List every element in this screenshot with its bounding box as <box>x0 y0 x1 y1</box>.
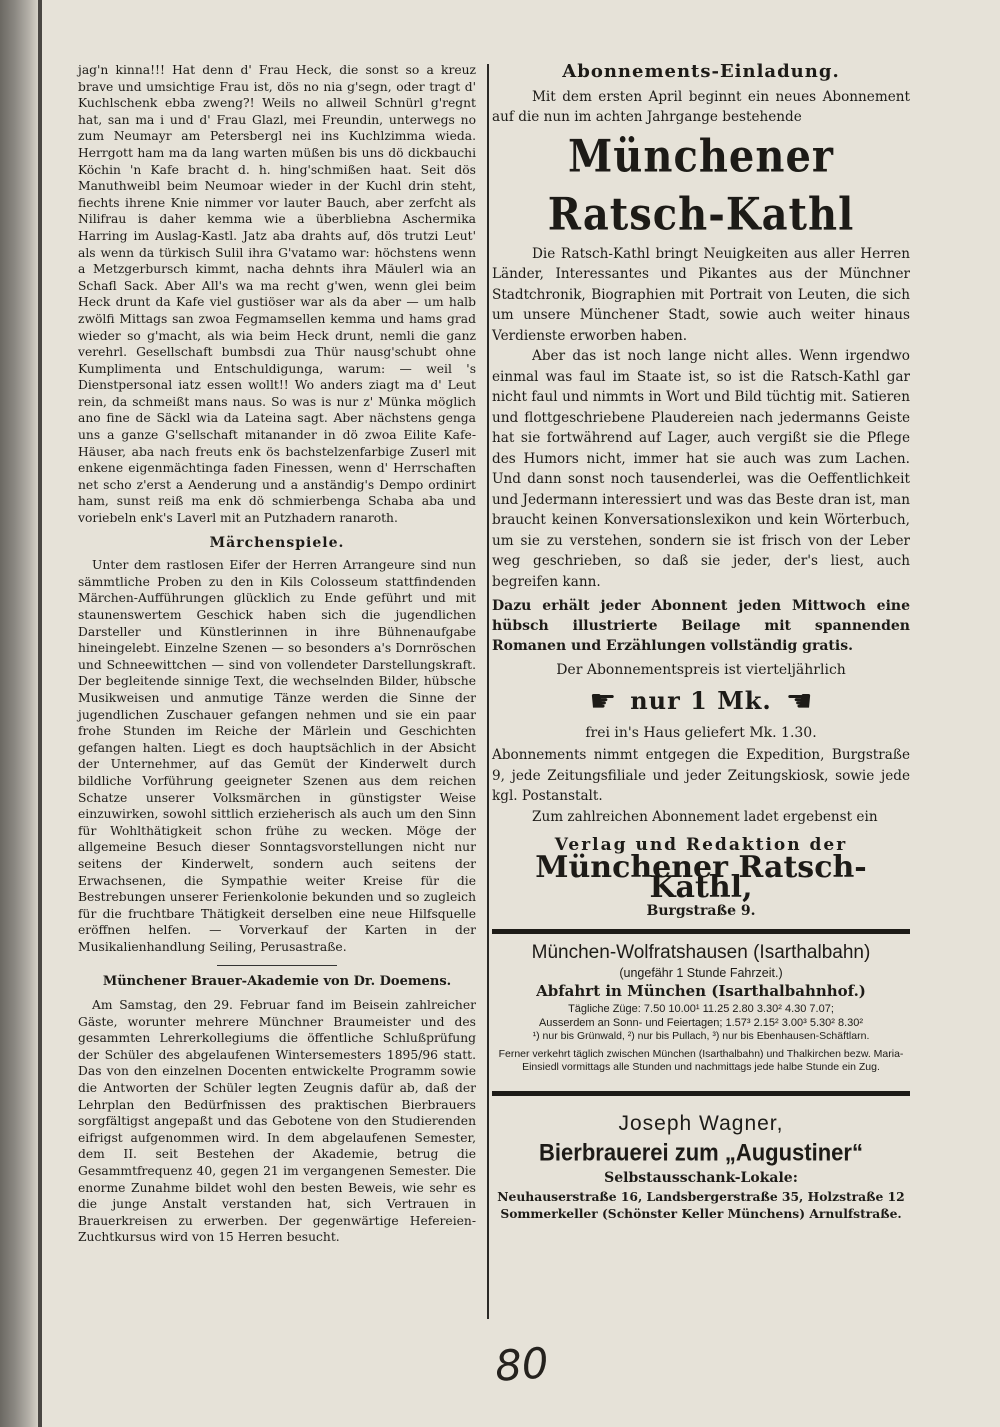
subscription-text-1: Die Ratsch-Kathl bringt Neuigkeiten aus aller Herren Länder, Interessantes und Pikantes aus der Münchner Stadtchronik, Biographien mit Portrait von Leuten, die sich um unsere Münchener Stadt, sowie auch weiter hinaus Verdienste erworben haben. <box>492 245 910 344</box>
taproom-heading: Selbstausschank-Lokale: <box>604 1169 798 1186</box>
brauer-akademie-text: Am Samstag, den 29. Februar fand im Beisein zahlreicher Gäste, worunter mehrere Münchner Braumeister und des gesammten Lehrerkollegiums die öffentliche Schlußprüfung der Schüler des abgelaufenen Wintersemesters 1895/96 statt. Das von den einzelnen Docenten entwickelte Programm sowie die Antworten der Schüler legten Zeugnis dafür ab, daß der Lehrplan den Bedürfnissen des praktischen Bierbrauers sorgfältigst angepaßt und das Gebotene von den Studierenden eifrigst aufgenommen wird. In dem abgelaufenen Semester, dem II. seit Bestehen der Akademie, betrug die Gesammtfrequenz 40, gegen 21 im vergangenen Semester. Die enorme Zunahme bildet wohl den besten Beweis, wie sehr es die junge Anstalt verstanden hat, sich Vertrauen in Brauerkreisen zu erwerben. Der gegenwärtige Hefereien-Zuchtkursus wird von 15 Herren besucht. <box>78 998 476 1245</box>
daily-trains: Tägliche Züge: 7.50 10.00¹ 11.25 2.80 3.30² 4.30 7.07; <box>568 1003 834 1015</box>
delivery-price: frei in's Haus geliefert Mk. 1.30. <box>585 724 817 741</box>
supplement-notice: Dazu erhält jeder Abonnent jeden Mittwoch eine hübsch illustrierte Beilage mit spannenden Romanen und Erzählungen vollständig gratis. <box>492 598 910 654</box>
railway-duration: (ungefähr 1 Stunde Fahrzeit.) <box>619 966 783 980</box>
subscription-text-2: Aber das ist noch lange nicht alles. Wenn irgendwo einmal was faul im Staate ist, so ist die Ratsch-Kathl gar nicht faul und nimmts in Wort und Bild tüchtig mit. Satieren und flottgeschriebene Plaudereien nach jedermanns Geiste hat sie fortwährend auf Lager, auch vergißt sie die Pflege des Humors nicht, immer hat sie auch was zum Lachen. Und dann sonst noch tausenderlei, was die Oeffentlichkeit und Jedermann interessiert und was das Beste dran ist, man braucht keinen Konversationslexikon und kein Wörterbuch, um sie zu verstehen, sondern sie ist frisch von der Leber weg geschrieben, so daß sie jeder, der's liest, auch begreifen kann. <box>492 348 910 590</box>
train-footnotes: ¹) nur bis Grünwald, ²) nur bis Pullach, ³) nur bis Ebenhausen-Schäftlarn. <box>532 1030 870 1042</box>
price-row <box>492 683 910 719</box>
handwritten-page-number: 80 <box>493 1338 551 1391</box>
page-fold-line <box>38 0 42 1427</box>
publisher-address: Burgstraße 9. <box>646 902 756 919</box>
brewer-name: Joseph Wagner, <box>618 1111 784 1135</box>
subscription-title: Abonnements-Einladung. <box>562 61 840 82</box>
left-column <box>78 62 476 1248</box>
column-rule <box>487 64 489 1319</box>
subscription-intro: Mit dem ersten April beginnt ein neues Abonnement auf die nun im achten Jahrgange bestehende <box>492 88 910 125</box>
dialect-article-text: jag'n kinna!!! Hat denn d' Frau Heck, die sonst so a kreuz brave und umsichtige Frau ist, dös no nia g'segn, oder tragt d' Kuchlschenk ebba zweng?! Weils no allweil Schnürl g'regnt hat, san ma i und d' Frau Glazl, mei Freundin, unterwegs no zum Neumayr am Petersbergl nei ins Kuchlzimma wieda. Herrgott ham ma da lang warten müßen bis uns dö dickbauchi Köchin 'n Kafe bracht d. h. hing'schmißen haat. Seit dös Manuthweibl beim Neumoar wieder in der Kuchl drin steht, fiechts ihrene Knie nimmer vor lauter Bauch, aber zerfcht als Nilifrau is daher kemma wie a überbliebna Aschermika Harring im Auslag-Kastl. Jatz aba drahts auf, dös trutzi Leut' als wenn da türkisch Sulil ihra G'vatamo war: höchstens wenn a Metzgerbursch kimmt, nacha dehnts ihra Mäulerl wia an Schafl Sack. Aber All's wa ma recht g'wen, wenn glei beim Heck drunt da Kafe viel gustiöser war als da aber — um halb zwölfi Mittags san zwoa Fegmamsellen kemma und hams grad wieder so g'macht, als wia beim Heck drunt, nemli die ganz verehrl. Gesellschaft bumbsdi zua Thür nausg'schubt ohne Kumplimenta und Entschuldigunga, warum: — weil 's Dienstpersonal iatz essen wollt!! Wo anders ziagt ma d' Leut rein, da schmeißt mans naus. So was is nur z' Münka möglich ano fine de Säckl wia da Lateina sagt. Aber nächstens genga uns a ganze G'sellschaft mitanander in dö zwoa Eilite Kafe-Häuser, aba nach freuts enk ös bachstelzenfarbige Zuserl mit enkene eigenmächtinga faden Finessen, wenn d' Herrschaften net scho z'erst a Aenderung und a anständig's Dempo ordinirt ham, sunst reiß ma enk dö schmierbenga Schaba aba und voriebeln enk's Laverl mit an Putzhadern ranaroth. <box>78 63 476 526</box>
maerchenspiele-text: Unter dem rastlosen Eifer der Herren Arrangeure sind nun sämmtliche Proben zu den in Kils Colosseum stattfindenden Märchen-Aufführungen glücklich zu Ende geführt und mit staunenswertem Geschick haben sich die jugendlichen Darsteller und Künstlerinnen in ihre Bühnenaufgabe hineingelebt. Einzelne Szenen — so besonders a's Dornröschen und Schneewittchen — sind von vollendeter Darstellungskraft. Der begleitende sinnige Text, die wechselnden Bilder, hübsche Musikweisen und anmutige Tänze werden die Sinne der jugendlichen Zuschauer gefangen nehmen und sie ein paar frohe Stunden im Reiche der Märlein und Geschichten gefangen halten. Liegt es doch hauptsächlich in der Absicht der Unternehmer, auf das Gemüt der Kinderwelt durch bildliche Vorführung geeigneter Szenen aus dem reichen Schatze unserer Volksmärchen in günstigster Weise einzuwirken, sowohl sittlich erzieherisch als auch um den Sinn für Wohlthätigkeit schon frühe zu wecken. Möge der allgemeine Besuch dieser Sonntagsvorstellungen nicht nur seitens der Kinderwelt, sondern auch seitens der Erwachsenen, die Sympathie weiter Kreise für die Bestrebungen unserer Ferienkolonie bekunden und so zugleich für die fruchtbare Thätigkeit derselben eine neue Hilfsquelle eröffnen helfen. — Vorverkauf der Karten in der Musikalienhandlung Seiling, Perusastraße. <box>78 558 476 954</box>
pointing-hand-right-icon: ☛ <box>589 683 617 719</box>
brewery-ad <box>492 1096 910 1222</box>
railway-title: München-Wolfratshausen (Isarthalbahn) <box>531 942 871 963</box>
ratsch-kathl-masthead: Münchener Ratsch-Kathl <box>547 129 855 241</box>
taproom-addresses: Neuhauserstraße 16, Landsbergerstraße 35, Holzstraße 12 Sommerkeller (Schönster Keller Münchens) Arnulfstraße. <box>497 1188 905 1221</box>
article-separator <box>217 965 337 966</box>
brewery-title: Bierbrauerei zum „Augustiner“ <box>539 1138 863 1166</box>
ratsch-kathl-masthead-small: Münchener Ratsch-Kathl, <box>535 849 867 905</box>
book-binding-edge <box>0 0 38 1427</box>
subscription-places: Abonnements nimmt entgegen die Expedition, Burgstraße 9, jede Zeitungsfiliale und jeder Zeitungskiosk, sowie jede kgl. Postanstalt. <box>492 747 910 804</box>
publisher-line: Verlag und Redaktion der <box>554 835 848 855</box>
extra-service-note: Ferner verkehrt täglich zwischen München (Isarthalbahn) und Thalkirchen bezw. Maria-Einsiedl vormittags alle Stunden und nachmittags jede halbe Stunde ein Zug. <box>498 1047 904 1073</box>
pointing-hand-left-icon: ☚ <box>785 683 813 719</box>
departure-heading: Abfahrt in München (Isarthalbahnhof.) <box>536 982 866 1000</box>
holiday-trains: Ausserdem an Sonn- und Feiertagen; 1.57³ 2.15² 3.00³ 5.30² 8.30² <box>538 1017 864 1029</box>
price-value: nur 1 Mk. <box>630 686 772 716</box>
railway-ad <box>492 934 910 1075</box>
price-intro: Der Abonnementspreis ist vierteljährlich <box>556 662 846 678</box>
brauer-akademie-heading: Münchener Brauer-Akademie von Dr. Doemens. <box>102 974 452 990</box>
subscription-invite: Zum zahlreichen Abonnement ladet ergebenst ein <box>532 808 878 825</box>
subscription-ad <box>492 62 910 921</box>
maerchenspiele-heading: Märchenspiele. <box>209 534 345 551</box>
right-column <box>492 62 910 1222</box>
